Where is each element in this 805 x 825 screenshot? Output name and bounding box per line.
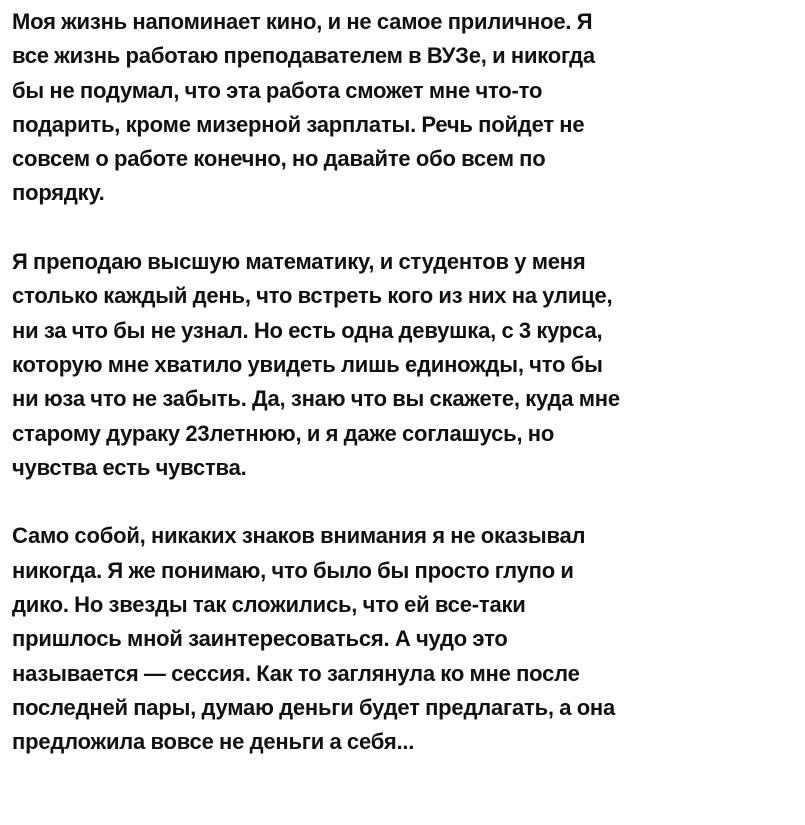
paragraph-1 (12, 0, 797, 211)
text-line: подарить, кроме мизерной зарплаты. Речь пойдет не (12, 111, 585, 137)
text-line: старому дураку 23летнюю, и я даже соглашусь, но (12, 420, 555, 446)
text-line: Моя жизнь напоминает кино, и не самое приличное. Я (12, 9, 593, 34)
text-line: Само собой, никаких знаков внимания я не оказывал (12, 523, 586, 549)
text-line: Я преподаю высшую математику, и студентов у меня (12, 249, 586, 275)
text-line: дико. Но звезды так сложились, что ей все-таки (12, 592, 526, 618)
text-line: предложила вовсе не деньги а себя... (12, 729, 415, 755)
text-line: ни юза что не забыть. Да, знаю что вы скажете, куда мне (12, 386, 620, 412)
text-line: последней пары, думаю деньги будет предлагать, а она (12, 694, 616, 720)
text-line: столько каждый день, что встреть кого из них на улице, (12, 283, 613, 309)
paragraph-2 (12, 245, 797, 485)
text-line: называется — сессия. Как то заглянула ко мне после (12, 660, 580, 686)
text-line: пришлось мной заинтересоваться. А чудо это (12, 626, 508, 652)
text-line: бы не подумал, что эта работа сможет мне что-то (12, 77, 543, 103)
text-line: все жизнь работаю преподавателем в ВУЗе, и никогда (12, 43, 595, 69)
text-line: порядку. (12, 180, 105, 206)
text-line: которую мне хватило увидеть лишь единожды, что бы (12, 351, 603, 377)
article-text (12, 0, 797, 760)
text-line: никогда. Я же понимаю, что было бы просто глупо и (12, 557, 574, 583)
text-line: совсем о работе конечно, но давайте обо всем по (12, 146, 546, 172)
text-line: ни за что бы не узнал. Но есть одна девушка, с 3 курса, (12, 317, 603, 343)
text-line: чувства есть чувства. (12, 454, 247, 480)
paragraph-3 (12, 519, 797, 759)
